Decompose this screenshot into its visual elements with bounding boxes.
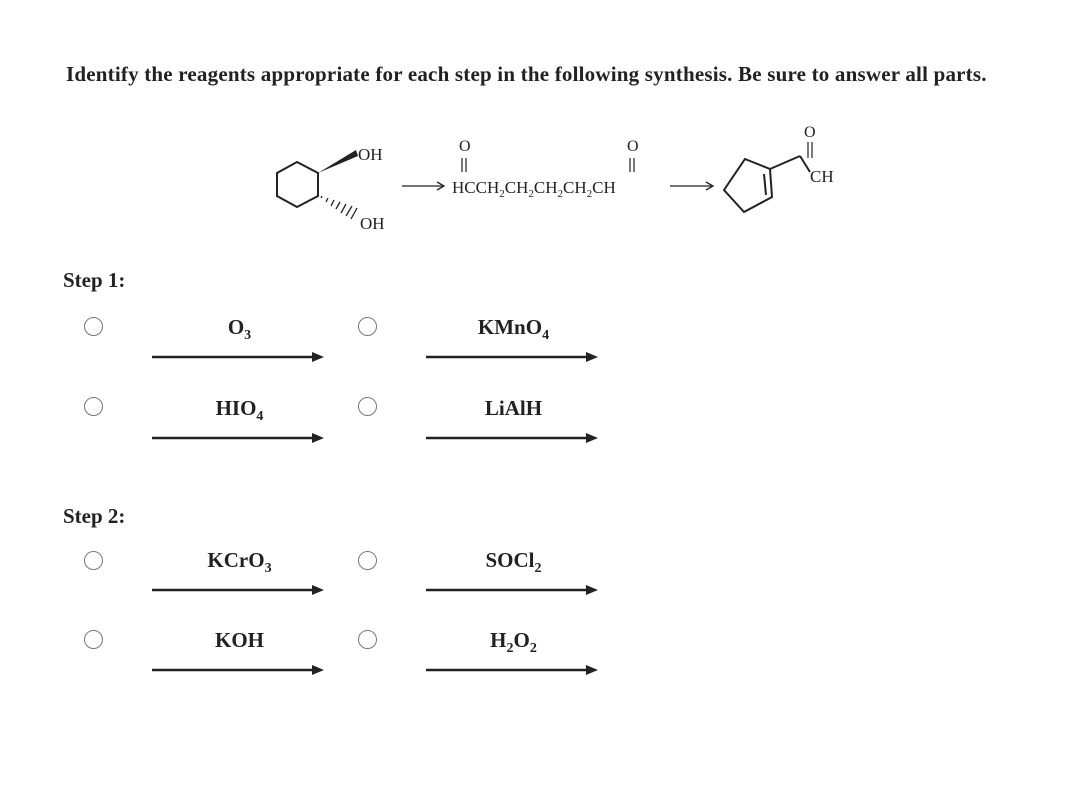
aldehyde-bond [770, 156, 800, 169]
step-1-option-2-radio[interactable] [358, 317, 377, 336]
step-2-option-4-radio[interactable] [358, 630, 377, 649]
cyclohexane-ring [277, 162, 318, 207]
ring-double-bond [764, 174, 766, 195]
reagent-arrow [426, 664, 601, 676]
dialdehyde-formula: $HCCH_2CH_2CH_2CH_2CH$ [452, 178, 616, 200]
carbonyl-o-3: O [804, 124, 816, 141]
step-2-option-3-reagent: KOH [152, 628, 327, 678]
product-aldehyde-label: CH [810, 167, 834, 186]
reagent-arrow [426, 351, 601, 363]
reagent-arrow [152, 432, 327, 444]
step-2-option-4-reagent: $H_2O_2$ [426, 628, 601, 678]
reaction-arrow-1 [402, 182, 444, 190]
step-1-option-4-reagent: LiAlH [426, 396, 601, 446]
step-2-option-2-radio[interactable] [358, 551, 377, 570]
step-1-option-3-reagent: $HIO_4$ [152, 396, 327, 446]
step-1-option-2-reagent: KMnO$_4$ [426, 315, 601, 365]
step-2-option-2-reagent: SOCl$_2$ [426, 548, 601, 598]
question-text: Identify the reagents appropriate for each step in the following synthesis. Be sure to answer all parts. [66, 62, 987, 86]
step-2-option-1-radio[interactable] [84, 551, 103, 570]
oh-top-label: OH [358, 145, 383, 164]
step-1-option-3-radio[interactable] [84, 397, 103, 416]
step-1-option-4-radio[interactable] [358, 397, 377, 416]
reagent-arrow [152, 664, 327, 676]
carbonyl-o-1: O [459, 138, 471, 155]
reagent-arrow [152, 351, 327, 363]
wedge-bond [318, 150, 358, 173]
step-2-option-3-radio[interactable] [84, 630, 103, 649]
reaction-arrow-2 [670, 182, 713, 190]
reagent-arrow [152, 584, 327, 596]
synthesis-scheme [0, 0, 1080, 260]
oh-bottom-label: OH [360, 214, 385, 233]
reagent-arrow [426, 432, 601, 444]
step-1-option-1-radio[interactable] [84, 317, 103, 336]
hashed-bond [321, 196, 357, 219]
step-1-label: Step 1: [63, 268, 126, 292]
step-2-option-1-reagent: KCrO$_3$ [152, 548, 327, 598]
step-2-label: Step 2: [63, 504, 126, 528]
carbonyl-o-2: O [627, 138, 639, 155]
reagent-arrow [426, 584, 601, 596]
step-1-option-1-reagent: $O_3$ [152, 315, 327, 365]
